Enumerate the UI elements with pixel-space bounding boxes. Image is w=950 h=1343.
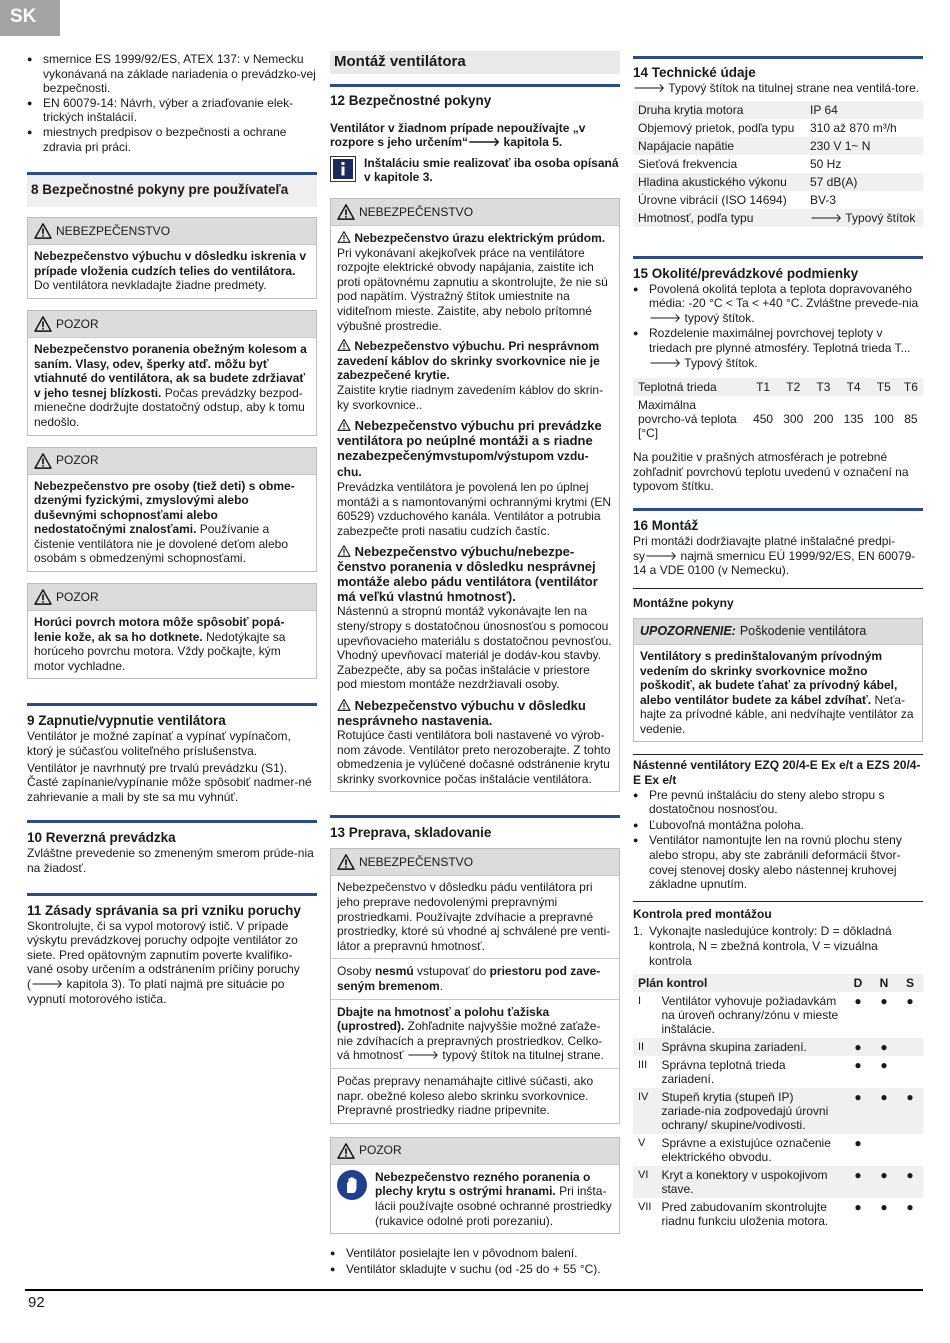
table-cell: IV — [638, 1091, 649, 1104]
table-row — [633, 1134, 923, 1166]
table-cell — [897, 1134, 923, 1166]
warning-label: POZOR — [359, 1143, 402, 1158]
table-cell: ● — [854, 1136, 862, 1151]
table-cell: 200 — [813, 412, 834, 427]
warning-label: NEBEZPEČENSTVO — [359, 855, 474, 870]
warning-triangle-icon — [337, 231, 351, 243]
warning-item: Nebezpečenstvo výbuchu pri prevádzke ventilátora po neúplné montáži a s riadne nezabezpečenýmvstupom/výstupom vzdu-chu. — [337, 418, 602, 480]
warning-triangle-icon — [337, 854, 355, 870]
warning-text: Nedotýkajte sa horúceho povrchu motora. Vždy počkajte, kým motor vychladne. — [34, 629, 286, 673]
table-cell: III — [638, 1059, 648, 1072]
list-item: ● Povolená okolitá teplota a teplota dopravovaného média: -20 °C < Ta < +40 °C. Zvláštne prevede-nia 🡒 typový štítok. — [633, 282, 923, 326]
table-header-row — [633, 974, 923, 992]
table-cell: 450 — [753, 412, 774, 427]
table-row — [633, 992, 923, 1038]
warning-box-caution — [27, 583, 317, 679]
warning-text: Počas prepravy nenamáhajte citlivé súčasti, ako napr. obežné koleso alebo skrinku svorkovnice. Prepravné prostriedky riadne pripevnite. — [337, 1073, 594, 1118]
warning-box-caution — [27, 310, 317, 436]
table-header-cell: T1 — [756, 380, 771, 395]
warning-box-body — [331, 226, 619, 791]
warning-triangle-icon — [337, 699, 351, 711]
warning-text: Nebezpečenstvo rezného poranenia o plechy krytu s ostrými hranami. Pri inšta-lácii používajte osobné ochranné prostriedky (rukavice odolné proti porezaniu). — [375, 1169, 612, 1228]
paragraph: Ventilátor je navrhnutý pre trvalú prevádzku (S1). Časté zapínanie/vypínanie môže spôsobiť nadmer-né zahrievanie a mali by ste sa mu vyhnúť. — [27, 760, 312, 804]
table-cell: Maximálna povrcho-vá teplota [°C] — [638, 398, 737, 441]
warning-text: Zaistite krytie riadnym zavedením káblov do skrin-ky svorkovnice.. — [337, 382, 604, 412]
list-item: ● Rozdelenie maximálnej povrchovej teploty v triedach pre plynné atmosféry. Teplotná trieda T... 🡒 Typový štítok. — [633, 326, 923, 370]
warning-box-caution — [330, 1137, 620, 1234]
warning-box-caution — [27, 447, 317, 573]
table-cell: Hladina akustického výkonu — [638, 174, 787, 189]
warning-triangle-icon — [34, 316, 52, 332]
info-note — [330, 156, 620, 185]
table-header-cell: N — [879, 976, 889, 991]
table-cell: ● — [880, 1200, 888, 1215]
warning-box-header — [331, 199, 619, 226]
table-row — [633, 396, 923, 442]
info-icon — [330, 156, 356, 182]
warning-label: POZOR — [56, 589, 99, 604]
table-cell: V — [638, 1137, 646, 1150]
section-11-title: 11 Zásady správania sa pri vzniku poruchy — [27, 893, 317, 919]
warning-text: Nástennú a stropnú montáž vykonávajte len na steny/stropy s dostatočnou únosnosťou s pomocou upevňovacieho materiálu s dostatočnou pevnosťou. Vhodný upevňovací materiál je dodáv-kou stavby. Zabezpečte, aby sa počas inštalácie v priestore pod miestom montáže nezdržiavali osoby. — [337, 604, 612, 692]
table-cell: ● — [854, 1200, 862, 1215]
table-cell: ● — [880, 1090, 888, 1105]
warning-text: Do ventilátora nevkladajte žiadne predmety. — [34, 278, 267, 293]
table-row — [633, 155, 923, 173]
warning-box-body — [331, 876, 619, 1122]
list-item: ● Ventilátor posielajte len v pôvodnom balení. — [330, 1246, 620, 1261]
column-2 — [330, 51, 620, 1277]
table-cell: Stupeň krytia (stupeň IP) zariade-nia zodpovedajú úrovni ochrany/ skupine/vodivosti. — [661, 1090, 829, 1133]
warning-box-danger — [330, 198, 620, 792]
warning-label: NEBEZPEČENSTVO — [56, 223, 171, 238]
warning-text: Rotujúce časti ventilátora boli nastavené vo výrob-nom závode. Ventilátor preto nerozoberajte. Z tohto obmedzenia je vylúčené dočasné odstránenie krytu skrinky svorkovnice počas inštalácie ventilátora. — [337, 728, 611, 786]
table-cell: Správne a existujúce označenie elektrického obvodu. — [661, 1136, 831, 1165]
table-cell: 50 Hz — [810, 156, 842, 171]
notice-title: Poškodenie ventilátora — [739, 624, 867, 639]
info-text: Inštaláciu smie realizovať iba osoba opísaná v kapitole 3. — [364, 155, 619, 185]
subsection-title: Nástenné ventilátory EZQ 20/4-E Ex e/t a EZS 20/4-E Ex e/t — [633, 754, 923, 787]
table-cell: 230 V 1~ N — [810, 138, 871, 153]
list-item: ● Ľubovoľná montážna poloha. — [633, 818, 923, 833]
table-header-row — [633, 378, 923, 396]
numbered-item: 1. Vykonajte nasledujúce kontroly: D = dôkladná kontrola, N = zbežná kontrola, V = vizuálna kontrola — [633, 924, 892, 968]
info-i-glyph — [333, 159, 353, 179]
table-cell: IP 64 — [810, 102, 838, 117]
warning-box-body — [28, 475, 316, 572]
table-cell: 🡒 Typový štítok — [810, 210, 916, 225]
table-cell: Napájacie napätie — [638, 138, 735, 153]
warning-box-header — [28, 311, 316, 338]
notice-box — [633, 618, 923, 742]
table-cell: 85 — [904, 412, 918, 427]
warning-bold-text: Nebezpečenstvo výbuchu v dôsledku iskrenia v prípade vloženia cudzích telies do ventilátora. — [34, 249, 307, 278]
paragraph: Ventilátor je možné zapínať a vypínať vypínačom, ktorý je súčasťou voliteľného príslušenstva. — [27, 729, 291, 759]
warning-box-body — [331, 1165, 619, 1233]
tech-data-table — [633, 101, 923, 227]
table-header-cell: Plán kontrol — [638, 976, 708, 991]
table-cell: Kryt a konektory v uspokojivom stave. — [661, 1168, 828, 1197]
list-item: ● Ventilátor skladujte v suchu (od -25 do + 55 °C). — [330, 1262, 620, 1277]
table-header-cell: Teplotná trieda — [638, 380, 717, 395]
table-cell: ● — [880, 1040, 888, 1055]
warning-box-header — [28, 584, 316, 611]
warning-bold-text: Nebezpečenstvo pre osoby (tiež deti) s obme-dzenými fyzickými, zmyslovými alebo duševnými schopnosťami alebo nedostatočnými znalosťami. — [34, 478, 295, 537]
table-cell — [871, 1134, 897, 1166]
warning-text: Používanie a čistenie ventilátora nie je dovolené deťom alebo osobám s obmedzenými schopnosťami. — [34, 522, 288, 566]
table-cell: ● — [854, 1058, 862, 1073]
temperature-class-table — [633, 378, 923, 442]
table-cell: Správna skupina zariadení. — [661, 1040, 807, 1055]
warning-item: Nebezpečenstvo výbuchu/nebezpe-čenstvo poranenia v dôsledku nesprávnej montáže alebo pádu ventilátora (ventilátor má veľkú vlastnú hmotnosť). — [337, 544, 598, 605]
warning-bold-text: Nebezpečenstvo poranenia obežným kolesom a saním. Vlasy, odev, šperky atď. môžu byť vtiahnuté do ventilátora, ak sa budete zdržiavať v jeho tesnej blízkosti. — [34, 341, 307, 400]
table-row — [633, 119, 923, 137]
paragraph: Na použitie v prašných atmosférach je potrebné zohľadniť povrchovú teplotu uvedenú v označení na typovom štítku. — [633, 450, 909, 494]
warning-box-header — [331, 849, 619, 876]
table-cell: ● — [906, 994, 914, 1009]
section-10-title: 10 Reverzná prevádzka — [27, 820, 317, 846]
warning-box-danger — [27, 217, 317, 299]
section-9-title: 9 Zapnutie/vypnutie ventilátora — [27, 703, 317, 729]
table-cell: ● — [880, 1168, 888, 1183]
footer-rule — [25, 1289, 923, 1291]
table-cell: VII — [638, 1201, 652, 1214]
table-row — [633, 209, 923, 227]
warning-box-danger — [330, 848, 620, 1123]
list-item: ● smernice ES 1999/92/ES, ATEX 137: v Nemecku vykonávaná na základe nariadenia o prevádzko-vej bezpečnosti. — [27, 52, 317, 96]
table-cell: ● — [880, 994, 888, 1009]
warning-label: POZOR — [56, 453, 99, 468]
table-header-cell: S — [905, 976, 914, 991]
notice-label: UPOZORNENIE: — [640, 624, 736, 639]
warning-box-body — [28, 338, 316, 435]
section-14-title: 14 Technické údaje — [633, 56, 923, 81]
table-cell: 100 — [873, 412, 894, 427]
warning-item: Nebezpečenstvo výbuchu v dôsledku nesprávneho nastavenia. — [337, 698, 586, 729]
table-header-cell: T5 — [876, 380, 891, 395]
section-15-title: 15 Okolité/prevádzkové podmienky — [633, 256, 923, 282]
column-1 — [27, 52, 317, 1006]
table-cell: ● — [854, 1168, 862, 1183]
warning-label: POZOR — [56, 316, 99, 331]
table-cell: ● — [906, 1200, 914, 1215]
inspection-plan-table — [633, 974, 923, 1230]
table-cell: ● — [906, 1168, 914, 1183]
table-cell: ● — [854, 994, 862, 1009]
section-16-title: 16 Montáž — [633, 508, 923, 534]
warning-text: Prevádzka ventilátora je povolená len po úplnej montáži a s namontovanými ochrannými krytmi (EN 60529) vzduchového kanála. Ventilátor a potrubia zabezpečte proti nasatiu cudzích častíc. — [337, 480, 612, 538]
table-cell: ● — [854, 1090, 862, 1105]
notice-box-header — [634, 619, 922, 645]
page-number: 92 — [28, 1294, 45, 1311]
list-item: ● Ventilátor namontujte len na rovnú plochu steny alebo stropu, aby ste zabránili deformácii štvor-covej stenovej dosky alebo nástennej kruhovej základne upnutím. — [633, 833, 923, 891]
table-header-cell: D — [853, 976, 863, 991]
warning-triangle-icon — [337, 339, 351, 351]
table-header-cell: T4 — [846, 380, 861, 395]
table-row — [633, 101, 923, 119]
warning-item: Nebezpečenstvo úrazu elektrickým prúdom. — [337, 231, 613, 246]
warning-box-header — [28, 218, 316, 245]
section-8-title: 8 Bezpečnostné pokyny pre používateľa — [27, 172, 317, 207]
notice-box-body: Ventilátory s predinštalovaným prívodným vedením do skrinky svorkovnice možno poškodiť, ak budete ťahať za prívodný kábel, alebo ventilátor budete za kábel zdvíhať. Neťa-hajte za prívodné káble, ani nedvíhajte ventilátor za vedenie. — [640, 648, 914, 736]
paragraph: Skontrolujte, či sa vypol motorový istič. V prípade výskytu prevádzkovej poruchy odpojte ventilátor zo siete. Pred opätovným zapnutím poverte kvalifiko-vané osoby určením a odstránením príčiny poruchy (🡒 kapitola 3). To platí najmä pre situácie po vypnutí motorového ističa. — [27, 918, 300, 1006]
paragraph: Pri montáži dodržiavajte platné inštalačné predpi-sy🡒 najmä smernicu EÚ 1999/92/ES, EN 60079-14 a VDE 0100 (v Nemecku). — [633, 533, 916, 578]
table-row — [633, 191, 923, 209]
table-cell: Druha krytia motora — [638, 102, 744, 117]
list-item: ● miestnych predpisov o bezpečnosti a ochrane zdravia pri práci. — [27, 125, 317, 154]
table-row — [633, 1198, 923, 1230]
warning-triangle-icon — [34, 453, 52, 469]
table-cell — [897, 1056, 923, 1088]
table-cell: 310 až 870 m³/h — [810, 120, 897, 135]
warning-box-header — [331, 1138, 619, 1165]
gloves-icon — [337, 1170, 367, 1200]
warning-triangle-icon — [337, 545, 351, 557]
table-cell: Správna teplotná trieda zariadení. — [661, 1058, 786, 1087]
table-cell: Úrovne vibrácií (ISO 14694) — [638, 192, 787, 207]
table-cell: ● — [854, 1040, 862, 1055]
subsection-title: Kontrola pred montážou — [633, 901, 923, 922]
table-cell: Objemový prietok, podľa typu — [638, 120, 795, 135]
table-cell: 135 — [843, 412, 864, 427]
warning-text: Nebezpečenstvo v dôsledku pádu ventilátora pri jeho preprave nedovolenými prepravnými prostriedkami. Používajte zdvíhacie a prepravné prostriedky, ktoré sú vhodné aj schválené pre venti-látor a prepravnú hmotnosť. — [337, 880, 611, 953]
table-row — [633, 1038, 923, 1056]
warning-box-body — [28, 245, 316, 298]
warning-text: Pri vykonávaní akejkoľvek práce na ventilátore rozpojte elektrické obvody napájania, zaistite ich proti opätovnému zapnutiu a skontrolujte, že nie sú pod napätím. Výstražný štítok umiestnite na viditeľnom mieste. Zaistite, aby nebolo prítomné výbušné prostredie. — [337, 245, 608, 333]
warning-triangle-icon — [337, 1143, 355, 1159]
table-cell: I — [638, 995, 642, 1008]
warning-triangle-icon — [34, 223, 52, 239]
warning-label: NEBEZPEČENSTVO — [359, 204, 474, 219]
language-tab: SK — [0, 0, 60, 36]
table-row — [633, 1056, 923, 1088]
table-cell: Ventilátor vyhovuje požiadavkám na úroveň ochrany/zónu v mieste inštalácie. — [661, 994, 839, 1037]
section-13-title: 13 Preprava, skladovanie — [330, 815, 620, 841]
warning-triangle-icon — [337, 419, 351, 431]
list-item: ● EN 60079-14: Návrh, výber a zriaďovanie elek-trických inštalácií. — [27, 96, 317, 125]
table-cell: 57 dB(A) — [810, 174, 858, 189]
table-row — [633, 137, 923, 155]
warning-text: Dbajte na hmotnosť a polohu ťažiska (uprostred). Zohľadnite najvyššie možné zaťaže-nie zdvíhacích a prepravných prostriedkov. Celko-vá hmotnosť 🡒 typový štítok na titulnej strane. — [337, 1004, 604, 1063]
warning-text: Počas prevádzky bezpod-mienečne dodržujte dostatočný odstup, aby k tomu nedošlo. — [34, 385, 305, 429]
subsection-title: Montážne pokyny — [633, 588, 923, 611]
paragraph: Ventilátor v žiadnom prípade nepoužívajte „v rozpore s jeho určením“🡒 kapitola 5. — [330, 120, 586, 150]
table-header-cell: T3 — [816, 380, 831, 395]
table-cell: 300 — [783, 412, 804, 427]
table-cell: VI — [638, 1169, 649, 1182]
warning-item: Nebezpečenstvo výbuchu. Pri nesprávnom zavedení káblov do skrinky svorkovnice nie je zabezpečené krytie. — [337, 339, 600, 383]
warning-triangle-icon — [34, 589, 52, 605]
paragraph: Zvláštne prevedenie so zmeneným smerom prúde-nia na žiadosť. — [27, 846, 314, 875]
chapter-title: Montáž ventilátora — [330, 51, 620, 74]
table-cell: ● — [880, 1058, 888, 1073]
section-12-title: 12 Bezpečnostné pokyny — [330, 84, 620, 109]
glove-glyph — [342, 1175, 362, 1195]
table-cell: Sieťová frekvencia — [638, 156, 738, 171]
warning-triangle-icon — [337, 204, 355, 220]
table-cell: BV-3 — [810, 192, 837, 207]
table-cell — [897, 1038, 923, 1056]
table-cell: II — [638, 1041, 645, 1054]
warning-text: Osoby nesmú vstupovať do priestoru pod zave-seným bremenom. — [337, 964, 601, 993]
warning-bold-text: Horúci povrch motora môže spôsobiť popá-lenie kože, ak sa ho dotknete. — [34, 615, 285, 644]
table-cell: Pred zabudovaním skontrolujte riadnu funkciu uloženia motora. — [661, 1200, 829, 1229]
column-3 — [633, 56, 923, 1230]
table-row — [633, 1166, 923, 1198]
table-row — [633, 173, 923, 191]
storage-list — [330, 1246, 620, 1276]
table-header-cell: T6 — [903, 380, 918, 395]
paragraph: 🡒 Typový štítok na titulnej strane nea ventilá-tore. — [633, 81, 920, 95]
warning-box-header — [28, 448, 316, 475]
warning-box-body — [28, 611, 316, 678]
table-header-cell: T2 — [786, 380, 801, 395]
table-row — [633, 1088, 923, 1134]
table-cell: ● — [906, 1090, 914, 1105]
table-cell: Hmotnosť, podľa typu — [638, 210, 754, 225]
list-item: ● Pre pevnú inštaláciu do steny alebo stropu s dostatočnou nosnosťou. — [633, 788, 923, 817]
